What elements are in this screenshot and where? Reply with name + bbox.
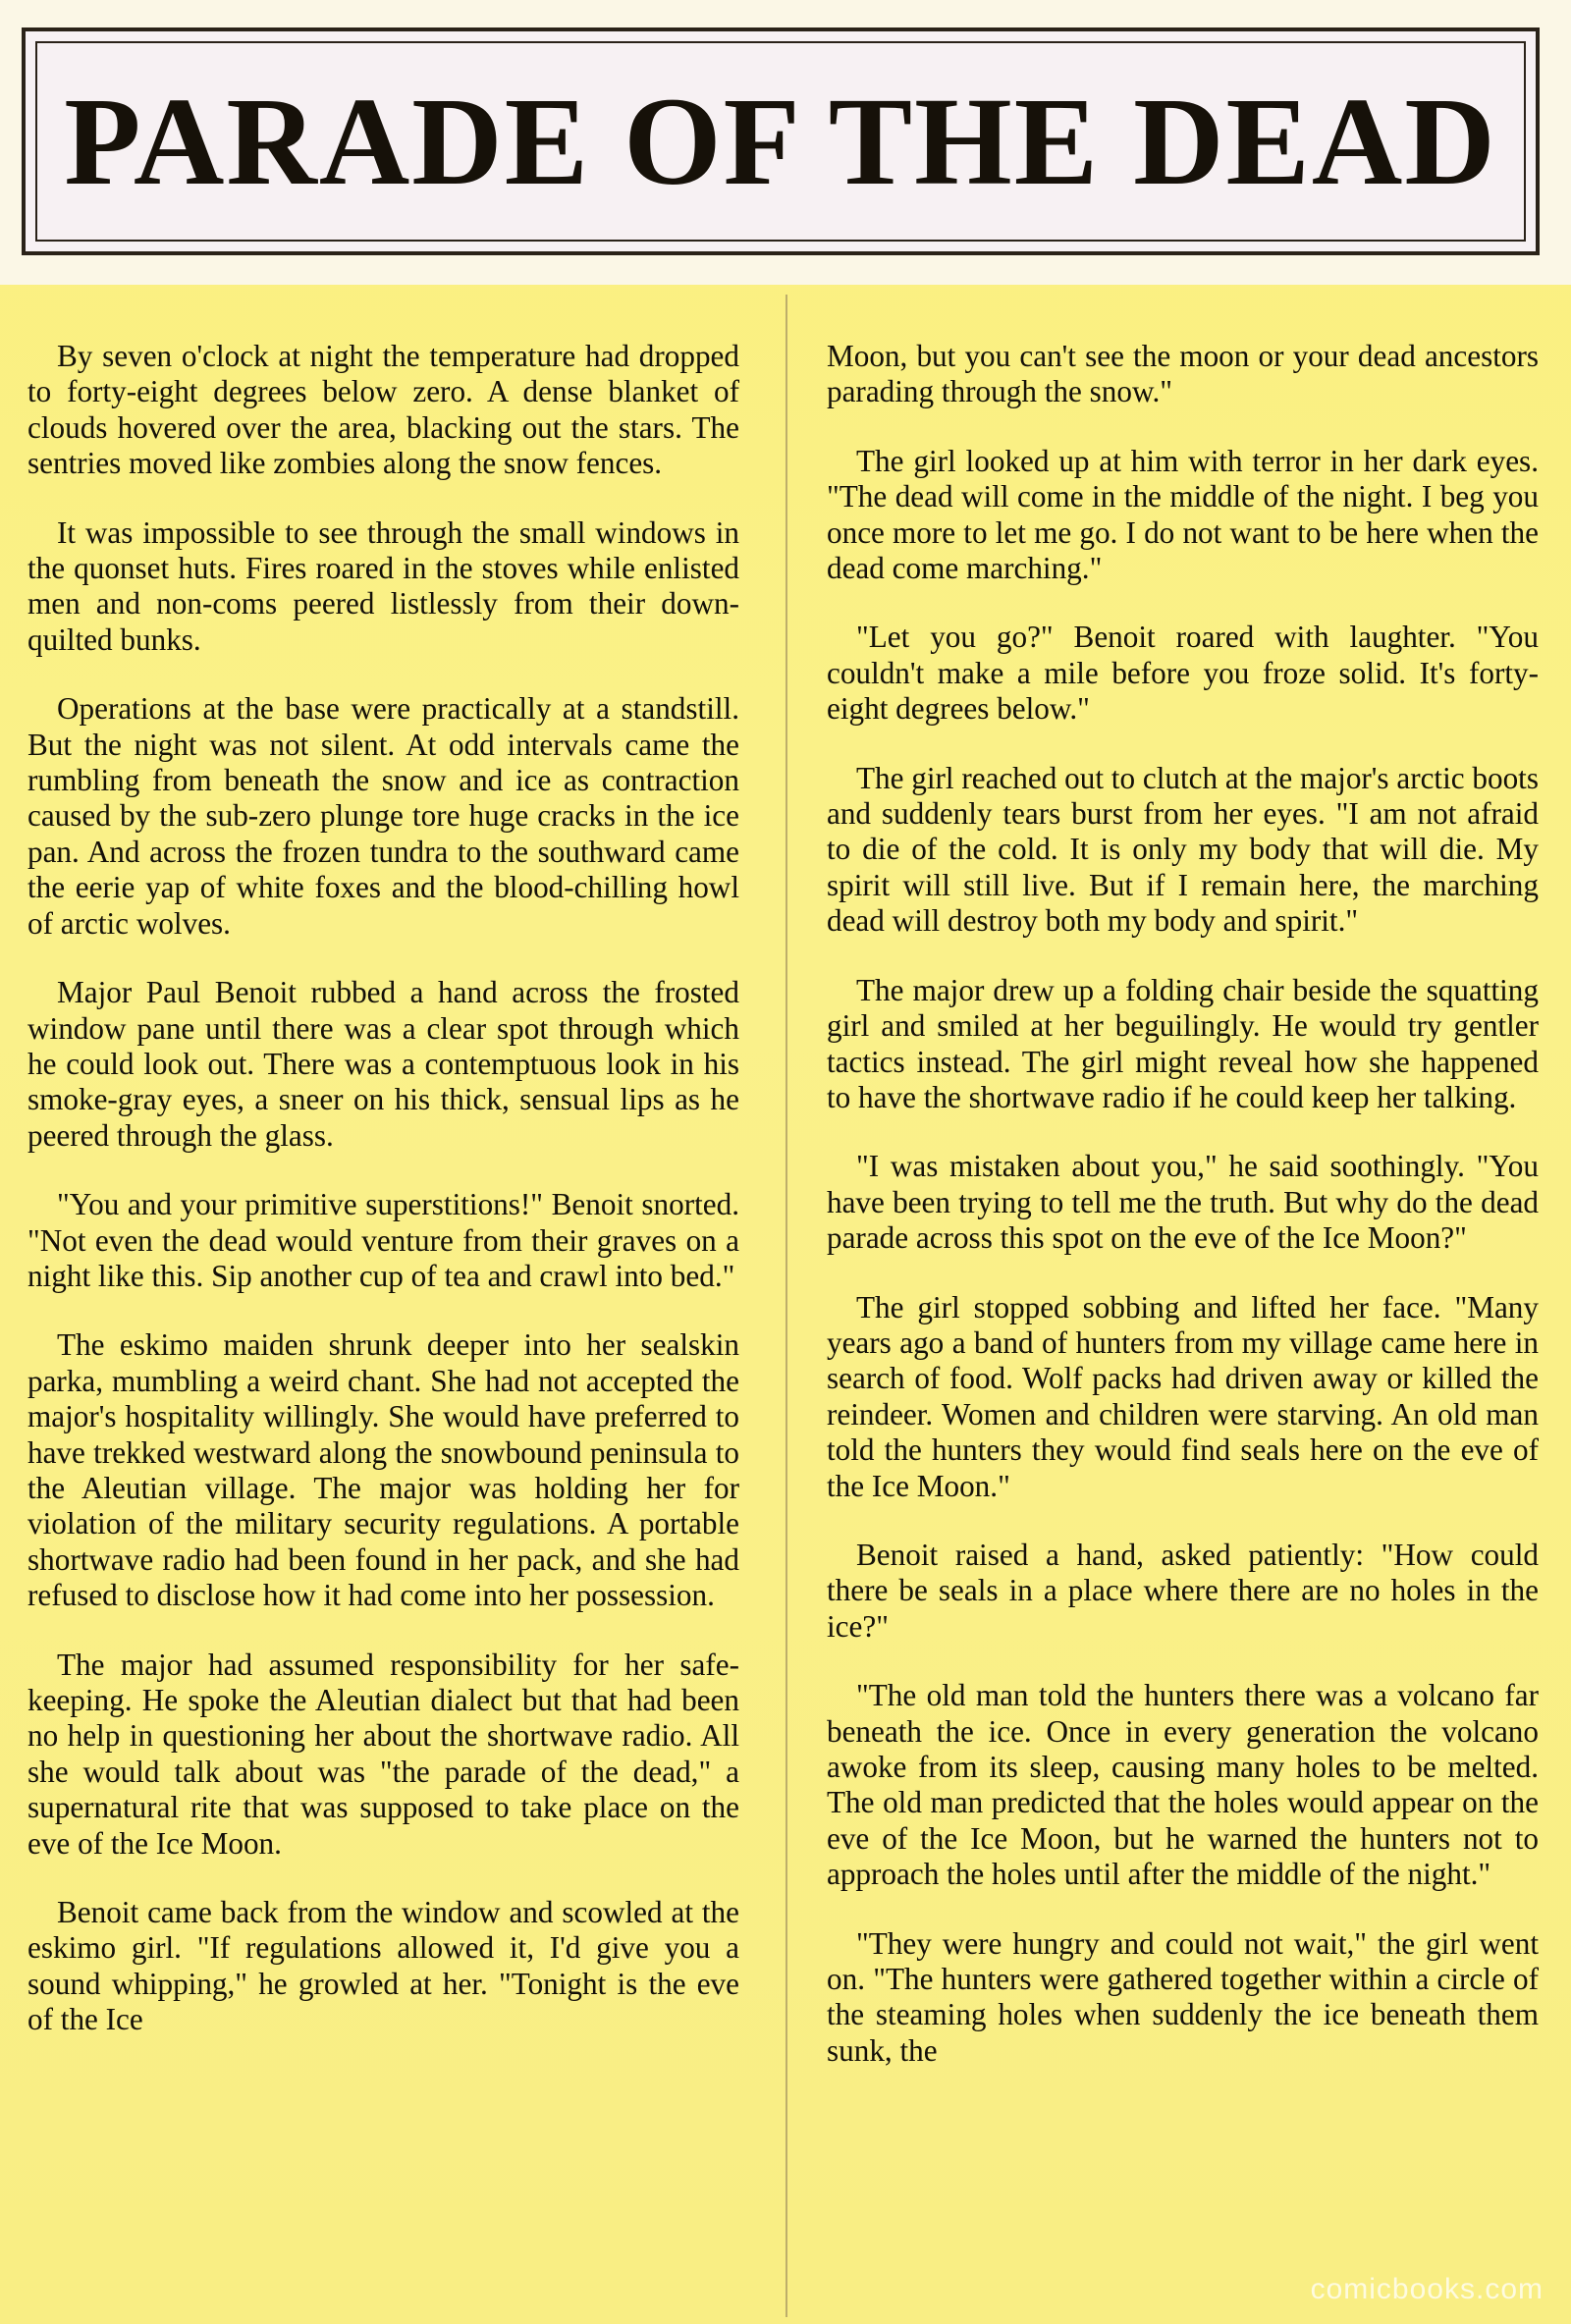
paragraph: Major Paul Benoit rubbed a hand across the frosted window pane until there was a clear spot through which he could look out. There was a contemptuous look in his smoke-gray eyes, a sneer on his thick, sensual lips as he peered through the glass. xyxy=(27,975,739,1153)
paragraph: "You and your primitive superstitions!" Benoit snorted. "Not even the dead would venture from their graves on a night like this. Sip another cup of tea and crawl into bed." xyxy=(27,1187,739,1293)
left-column xyxy=(27,339,739,2072)
paragraph: "The old man told the hunters there was a volcano far beneath the ice. Once in every generation the volcano awoke from its sleep, causing many holes to be melted. The old man predicted that the holes would appear on the eve of the Ice Moon, but he warned the hunters not to approach the holes until after the middle of the night." xyxy=(827,1678,1539,1892)
paragraph: The girl looked up at him with terror in her dark eyes. "The dead will come in the middle of the night. I beg you once more to let me go. I do not want to be here when the dead come marching." xyxy=(827,443,1539,586)
right-column xyxy=(827,339,1539,2102)
paragraph: "Let you go?" Benoit roared with laughter. "You couldn't make a mile before you froze solid. It's forty-eight degrees below." xyxy=(827,620,1539,727)
paragraph: By seven o'clock at night the temperature had dropped to forty-eight degrees below zero. A dense blanket of clouds hovered over the area, blacking out the stars. The sentries moved like zombies along the snow fences. xyxy=(27,339,739,481)
paragraph: Benoit came back from the window and scowled at the eskimo girl. "If regulations allowed it, I'd give you a sound whipping," he growled at her. "Tonight is the eve of the Ice xyxy=(27,1895,739,2037)
title-box xyxy=(22,27,1540,255)
column-divider xyxy=(786,295,787,2317)
title-band xyxy=(0,0,1571,285)
paragraph: The major drew up a folding chair beside the squatting girl and smiled at her beguilingly. He would try gentler tactics instead. The girl might reveal how she happened to have the shortwave radio if he could keep her talking. xyxy=(827,972,1539,1114)
paragraph: "I was mistaken about you," he said soothingly. "You have been trying to tell me the truth. But why do the dead parade across this spot on the eve of the Ice Moon?" xyxy=(827,1149,1539,1256)
paragraph: "They were hungry and could not wait," the girl went on. "The hunters were gathered together within a circle of the steaming holes when suddenly the ice beneath them sunk, the xyxy=(827,1925,1539,2068)
paragraph: The girl stopped sobbing and lifted her face. "Many years ago a band of hunters from my village came here in search of food. Wolf packs had driven away or killed the reindeer. Women and children were starving. An old man told the hunters they would find seals here on the eve of the Ice Moon." xyxy=(827,1289,1539,1503)
paragraph: Operations at the base were practically at a standstill. But the night was not silent. At odd intervals came the rumbling from beneath the snow and ice as contraction caused by the sub-zero plunge tore huge cracks in the ice pan. And across the frozen tundra to the southward came the eerie yap of white foxes and the blood-chilling howl of arctic wolves. xyxy=(27,691,739,941)
paragraph: Benoit raised a hand, asked patiently: "How could there be seals in a place where there are no holes in the ice?" xyxy=(827,1537,1539,1644)
paragraph-continued: Moon, but you can't see the moon or your dead ancestors parading through the snow." xyxy=(827,339,1539,409)
paragraph: It was impossible to see through the small windows in the quonset huts. Fires roared in the stoves while enlisted men and non-coms peered listlessly from their down-quilted bunks. xyxy=(27,514,739,657)
watermark: comicbooks.com xyxy=(1310,2273,1544,2305)
story-title: PARADE OF THE DEAD xyxy=(64,72,1497,211)
paragraph: The major had assumed responsibility for her safe-keeping. He spoke the Aleutian dialect but that had been no help in questioning her about the shortwave radio. All she would talk about was "the parade of the dead," a supernatural rite that was supposed to take place on the eve of the Ice Moon. xyxy=(27,1647,739,1861)
paragraph: The eskimo maiden shrunk deeper into her sealskin parka, mumbling a weird chant. She had not accepted the major's hospitality willingly. She would have preferred to have trekked westward along the snowbound peninsula to the Aleutian village. The major was holding her for violation of the military security regulations. A portable shortwave radio had been found in her pack, and she had refused to disclose how it had come into her possession. xyxy=(27,1327,739,1613)
paragraph: The girl reached out to clutch at the major's arctic boots and suddenly tears burst from her eyes. "I am not afraid to die of the cold. It is only my body that will die. My spirit will still live. But if I remain here, the marching dead will destroy both my body and spirit." xyxy=(827,760,1539,939)
